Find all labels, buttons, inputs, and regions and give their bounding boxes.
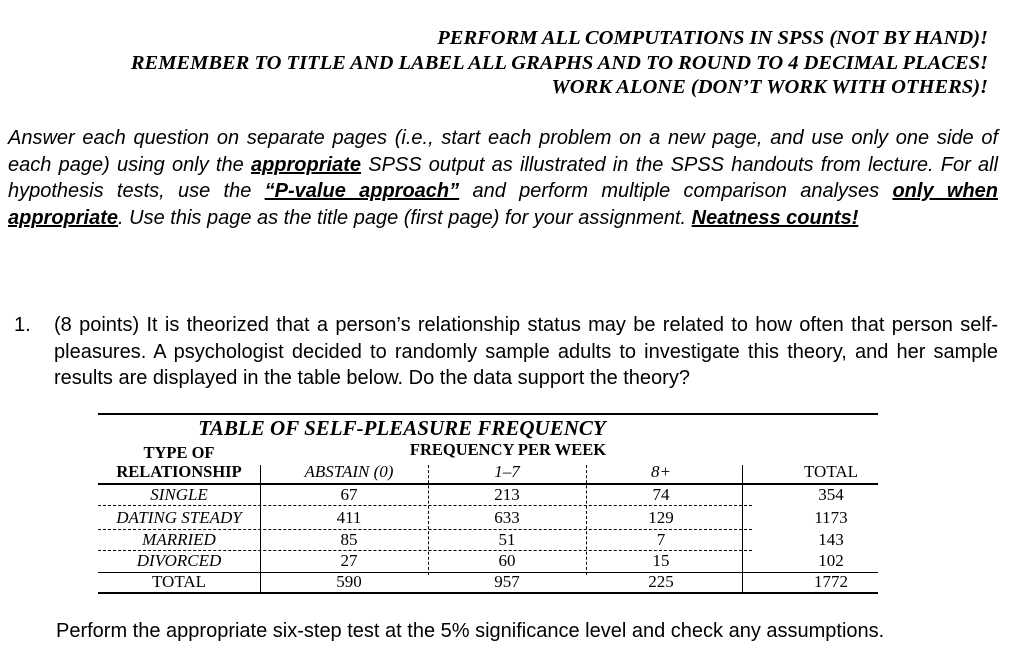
type-header-line-1: TYPE OF — [143, 443, 215, 462]
cell-married-abstain: 85 — [340, 530, 358, 549]
cell-divorced-1-7: 60 — [498, 551, 516, 570]
question-text: (8 points) It is theorized that a person’s relationship status may be related to how often that person self-pleasures. A psychologist decided to randomly sample adults to investigate this theory, and her sample results are displayed in the table below. Do the data support the theory? — [54, 314, 998, 389]
header-line-2: REMEMBER TO TITLE AND LABEL ALL GRAPHS AND TO ROUND TO 4 DECIMAL PLACES! — [130, 51, 988, 74]
cell-dating-steady-total: 1173 — [814, 508, 848, 527]
frequency-table — [98, 413, 878, 595]
cell-single-total: 354 — [818, 485, 844, 504]
cell-total-1-7: 957 — [494, 572, 520, 591]
cell-dating-steady-8plus: 129 — [648, 508, 674, 527]
cell-total-8plus: 225 — [648, 572, 674, 591]
divider-abstain-column — [428, 465, 429, 575]
type-header-line-2: RELATIONSHIP — [116, 462, 242, 481]
instructions-text-2: SPSS output as illustrated in the SPSS handouts from lecture. For all hypothesis tests, use the — [8, 153, 999, 202]
row-label-married: MARRIED — [142, 530, 216, 549]
emphasis-p-value-approach: “P-value approach” — [264, 180, 460, 202]
table-bottom-rule — [98, 592, 878, 594]
instructions-text-4: . Use this page as the title page (first page) for your assignment. — [118, 206, 692, 229]
table-group-header: FREQUENCY PER WEEK — [409, 440, 607, 459]
instructions-text-1: Answer each question on separate pages (i.e., start each problem on a new page, and use only one side of each page) using only the — [8, 127, 998, 176]
emphasis-appropriate: appropriate — [250, 153, 361, 176]
header-line-1: PERFORM ALL COMPUTATIONS IN SPSS (NOT BY HAND)! — [437, 27, 988, 49]
cell-single-8plus: 74 — [652, 485, 670, 504]
cell-divorced-abstain: 27 — [340, 551, 358, 570]
instructions-paragraph — [8, 125, 998, 231]
row-label-divorced: DIVORCED — [136, 551, 222, 570]
closing-instruction: Perform the appropriate six-step test at the 5% significance level and check any assumptions. — [56, 620, 885, 642]
cell-single-1-7: 213 — [494, 485, 520, 504]
row-label-dating-steady: DATING STEADY — [116, 508, 242, 527]
col-header-1-7: 1–7 — [494, 462, 520, 481]
col-header-8plus: 8+ — [651, 462, 671, 481]
emphasis-only-when-appropriate: only when appropriate — [8, 180, 998, 229]
row-label-total: TOTAL — [151, 572, 207, 591]
header-line-3: WORK ALONE (DON’T WORK WITH OTHERS)! — [551, 76, 988, 98]
cell-divorced-8plus: 15 — [652, 551, 670, 570]
instructions-text-3: and perform multiple comparison analyses — [459, 180, 893, 202]
row-separator — [98, 505, 752, 506]
instructions-header — [28, 26, 988, 100]
col-header-abstain: ABSTAIN (0) — [304, 462, 394, 481]
cell-dating-steady-1-7: 633 — [494, 508, 520, 527]
table-top-rule — [98, 413, 878, 415]
cell-divorced-total: 102 — [818, 551, 844, 570]
emphasis-neatness-counts: Neatness counts! — [691, 206, 859, 229]
cell-married-1-7: 51 — [498, 530, 516, 549]
cell-married-8plus: 7 — [656, 530, 666, 549]
question-1 — [14, 312, 998, 392]
table-title: TABLE OF SELF-PLEASURE FREQUENCY — [198, 416, 606, 440]
cell-total-abstain: 590 — [336, 572, 362, 591]
question-number: 1. — [14, 314, 31, 336]
divider-1-7-column — [586, 465, 587, 575]
row-label-single: SINGLE — [150, 485, 208, 504]
cell-single-abstain: 67 — [340, 485, 358, 504]
cell-dating-steady-abstain: 411 — [336, 508, 362, 527]
cell-married-total: 143 — [818, 530, 844, 549]
cell-grand-total: 1772 — [814, 572, 848, 591]
col-header-total: TOTAL — [803, 462, 859, 481]
